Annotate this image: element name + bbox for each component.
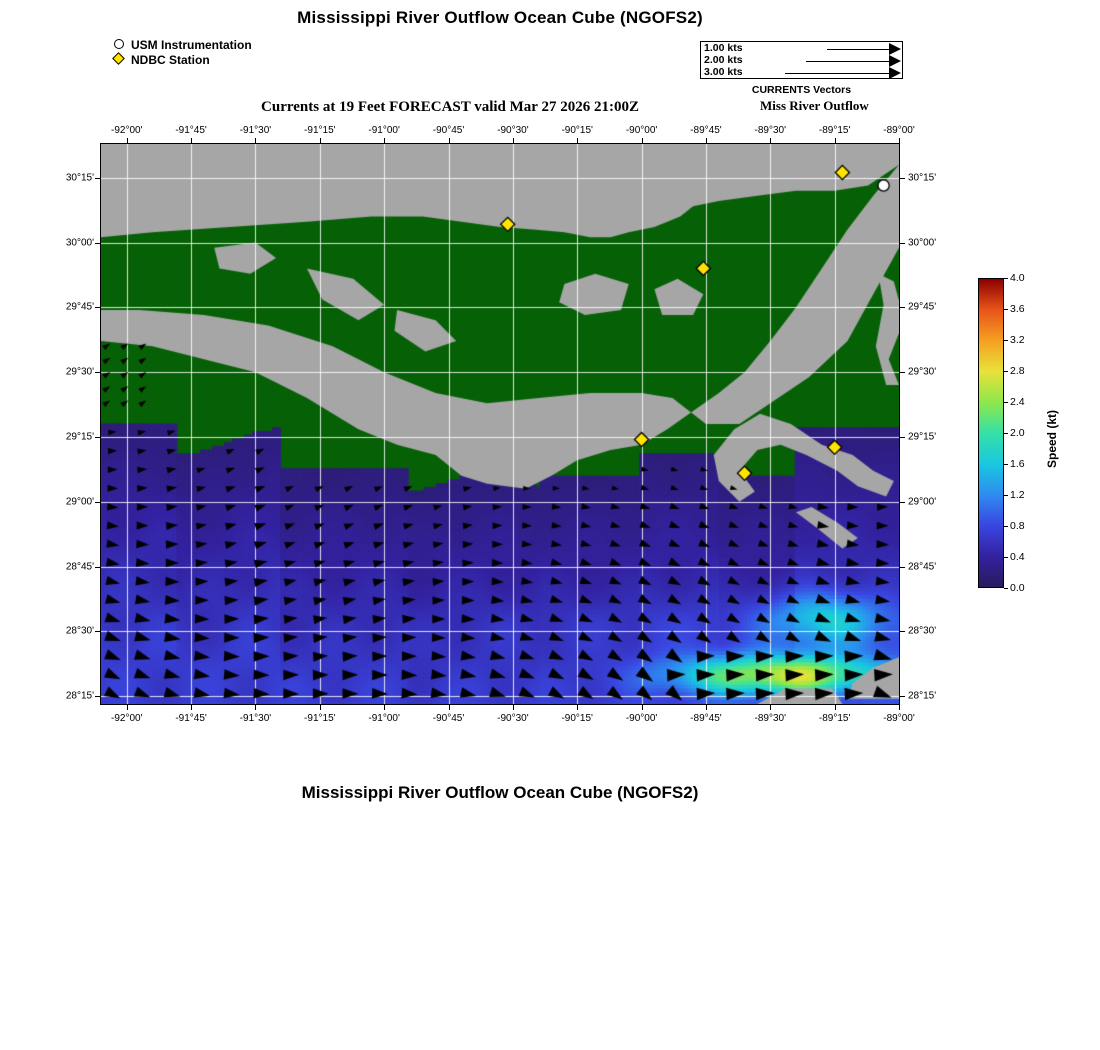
vector-arrowhead-icon	[889, 55, 901, 67]
axis-tick	[449, 705, 450, 710]
legend-label-usm: USM Instrumentation	[131, 38, 252, 52]
x-tick-label-bottom-7: -90°15'	[561, 713, 593, 724]
x-tick-label-bottom-9: -89°45'	[690, 713, 722, 724]
colorbar-tick	[1004, 340, 1008, 341]
x-tick-label-bottom-0: -92°00'	[110, 713, 143, 724]
x-tick-label-top-8: -90°00'	[625, 125, 658, 136]
axis-tick	[320, 705, 321, 710]
axis-tick	[577, 705, 578, 710]
y-tick-label-left-0: 30°15'	[65, 172, 94, 184]
axis-tick	[835, 705, 836, 710]
map-plot-area[interactable]	[100, 143, 900, 705]
x-tick-label-top-7: -90°15'	[561, 125, 593, 136]
y-tick-label-right-7: 28°30'	[908, 625, 937, 637]
colorbar-tick-label-9: 3.6	[1010, 303, 1025, 315]
y-tick-label-left-4: 29°15'	[65, 431, 94, 443]
colorbar-tick	[1004, 309, 1008, 310]
y-tick-label-right-4: 29°15'	[908, 431, 937, 443]
colorbar-tick	[1004, 495, 1008, 496]
colorbar-tick	[1004, 588, 1008, 589]
x-tick-label-top-9: -89°45'	[690, 125, 722, 136]
x-tick-label-top-5: -90°45'	[432, 125, 465, 136]
legend-label-ndbc: NDBC Station	[131, 53, 210, 67]
vector-shaft-icon	[785, 73, 891, 74]
colorbar-tick	[1004, 526, 1008, 527]
x-tick-label-top-3: -91°15'	[304, 125, 336, 136]
axis-tick	[127, 705, 128, 710]
y-tick-label-left-6: 28°45'	[65, 561, 94, 573]
colorbar-title: Speed (kt)	[1045, 409, 1059, 469]
x-tick-label-top-11: -89°15'	[818, 125, 851, 136]
axis-tick	[899, 705, 900, 710]
colorbar-tick-label-1: 0.4	[1010, 551, 1025, 563]
x-tick-label-bottom-8: -90°00'	[625, 713, 658, 724]
colorbar-tick	[1004, 402, 1008, 403]
diamond-marker-icon	[112, 53, 128, 67]
y-tick-label-right-0: 30°15'	[908, 172, 937, 184]
page-title: Mississippi River Outflow Ocean Cube (NGOFS2)	[297, 8, 703, 27]
colorbar-tick-label-2: 0.8	[1010, 520, 1025, 532]
colorbar-tick	[1004, 557, 1008, 558]
axis-tick	[900, 243, 905, 244]
colorbar-gradient	[978, 278, 1004, 588]
y-tick-label-left-5: 29°00'	[65, 496, 94, 508]
x-tick-label-top-0: -92°00'	[110, 125, 143, 136]
y-tick-label-left-7: 28°30'	[65, 625, 94, 637]
colorbar-tick-label-7: 2.8	[1010, 365, 1025, 377]
axis-tick	[900, 178, 905, 179]
y-tick-label-right-8: 28°15'	[908, 690, 937, 702]
x-tick-label-top-10: -89°30'	[754, 125, 787, 136]
axis-tick	[900, 307, 905, 308]
y-tick-label-left-3: 29°30'	[65, 366, 94, 378]
x-tick-label-bottom-5: -90°45'	[432, 713, 465, 724]
axis-tick	[900, 696, 905, 697]
y-tick-label-right-6: 28°45'	[908, 561, 937, 573]
colorbar-tick-label-8: 3.2	[1010, 334, 1025, 346]
colorbar-tick-label-6: 2.4	[1010, 396, 1025, 408]
axis-tick	[900, 631, 905, 632]
axis-tick	[642, 705, 643, 710]
currents-field-canvas	[101, 144, 899, 704]
colorbar-tick	[1004, 433, 1008, 434]
colorbar-tick	[1004, 371, 1008, 372]
x-tick-label-bottom-11: -89°15'	[818, 713, 851, 724]
legend-item-usm	[112, 38, 252, 52]
vector-arrowhead-icon	[889, 43, 901, 55]
vector-key-label-2: 2.00 kts	[704, 54, 743, 66]
vector-shaft-icon	[827, 49, 891, 50]
page-title-bottom: Mississippi River Outflow Ocean Cube (NGOFS2)	[301, 783, 699, 802]
colorbar-tick	[1004, 278, 1008, 279]
y-tick-label-left-8: 28°15'	[65, 690, 94, 702]
x-tick-label-bottom-6: -90°30'	[497, 713, 529, 724]
x-tick-label-bottom-10: -89°30'	[754, 713, 787, 724]
outflow-annotation: Miss River Outflow	[760, 98, 869, 113]
vector-key-label-1: 1.00 kts	[704, 42, 743, 54]
vector-shaft-icon	[806, 61, 891, 62]
x-tick-label-top-4: -91°00'	[368, 125, 400, 136]
y-tick-label-right-2: 29°45'	[908, 301, 937, 313]
vector-key-label-3: 3.00 kts	[704, 66, 743, 78]
y-tick-label-right-1: 30°00'	[908, 237, 937, 249]
y-tick-label-right-5: 29°00'	[908, 496, 937, 508]
colorbar-tick-label-3: 1.2	[1010, 489, 1025, 501]
x-tick-label-bottom-4: -91°00'	[368, 713, 400, 724]
x-tick-label-top-12: -89°00'	[883, 125, 915, 136]
marker-legend	[112, 38, 252, 68]
axis-tick	[706, 705, 707, 710]
y-tick-label-left-1: 30°00'	[65, 237, 94, 249]
vector-scale-key	[700, 41, 903, 79]
vector-key-caption: CURRENTS Vectors	[751, 84, 852, 96]
colorbar-tick-label-0: 0.0	[1010, 582, 1025, 594]
colorbar-tick-label-4: 1.6	[1010, 458, 1025, 470]
axis-tick	[513, 705, 514, 710]
axis-tick	[900, 567, 905, 568]
vector-arrowhead-icon	[889, 67, 901, 79]
x-tick-label-top-1: -91°45'	[175, 125, 207, 136]
y-tick-label-right-3: 29°30'	[908, 366, 937, 378]
axis-tick	[900, 372, 905, 373]
colorbar-tick-label-10: 4.0	[1010, 272, 1025, 284]
axis-tick	[900, 437, 905, 438]
vector-key-row-3	[701, 67, 904, 79]
colorbar-tick-label-5: 2.0	[1010, 427, 1025, 439]
circle-marker-icon	[112, 38, 128, 52]
map-subtitle: Currents at 19 Feet FORECAST valid Mar 27 2026 21:00Z	[261, 99, 639, 115]
x-tick-label-bottom-3: -91°15'	[304, 713, 336, 724]
axis-tick	[900, 502, 905, 503]
x-tick-label-top-2: -91°30'	[239, 125, 272, 136]
x-tick-label-bottom-1: -91°45'	[175, 713, 207, 724]
x-tick-label-bottom-2: -91°30'	[239, 713, 272, 724]
colorbar-tick	[1004, 464, 1008, 465]
axis-tick	[191, 705, 192, 710]
axis-tick	[770, 705, 771, 710]
legend-item-ndbc	[112, 53, 252, 67]
x-tick-label-top-6: -90°30'	[497, 125, 529, 136]
axis-tick	[255, 705, 256, 710]
x-tick-label-bottom-12: -89°00'	[883, 713, 915, 724]
y-tick-label-left-2: 29°45'	[65, 301, 94, 313]
axis-tick	[384, 705, 385, 710]
